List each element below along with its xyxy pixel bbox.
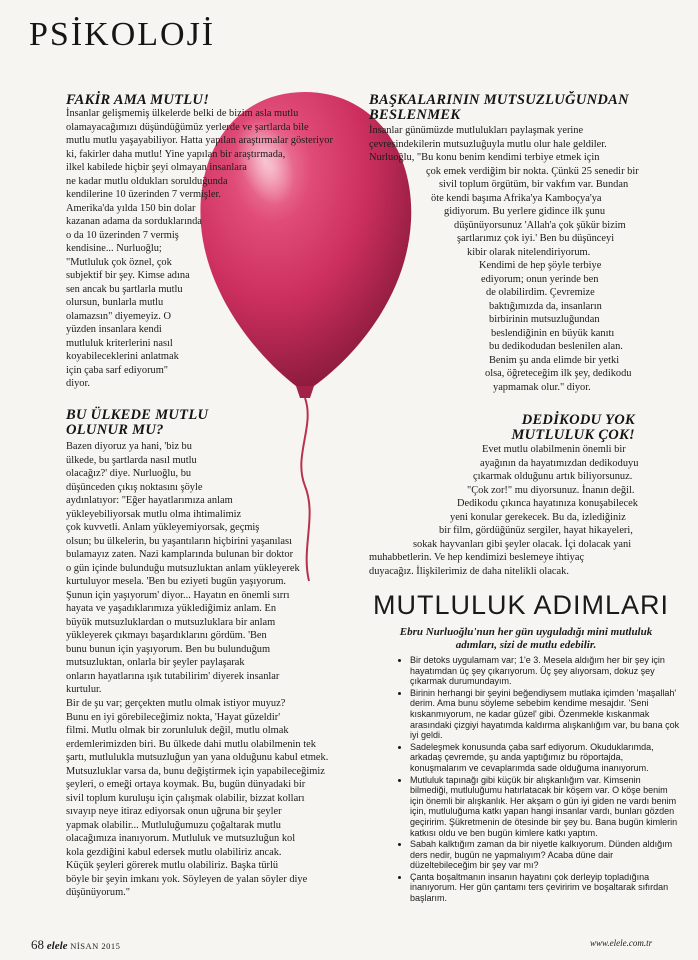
- text-line: aydınlatıyor: "Eğer hayatlarımıza anlam: [66, 495, 233, 506]
- heading-line: BESLENMEK: [369, 107, 461, 123]
- steps-title: MUTLULUK ADIMLARI: [373, 590, 670, 620]
- text-line: büyük mutsuzluklardan o mutsuzluklara bir anlam: [66, 616, 276, 628]
- text-line: Nurluoğlu, "Bu konu benim kendimi terbiye etmek için: [369, 152, 600, 163]
- left-para-2: [66, 440, 300, 697]
- text-line: muhabbetlerin. Ve hep kendimizi beslemeye ihtiyaç: [369, 552, 585, 563]
- text-line: çıkarmak olduğunu artık biliyorsunuz.: [473, 471, 633, 482]
- text-line: düşünceden çıkış noktasını şöyle: [66, 481, 203, 493]
- text-line: öte kendi başıma Afrika'ya Kamboçya'ya: [431, 192, 602, 204]
- step-item: • Mutluluk tapınağı gibi küçük bir alışkanlığım var. Kimsenin bilmediği, mutluluğumu hatırlatacak bir köşem var. O köşe benim için önemli bir alışkanlık. Her akşam o gün iyi giden ne vardı benim için, mutluluğuma katkı yapan hangi insanlar vardı, bunları gözden geçiririm. Şükretmenin de ötesinde bir şey bu. Bana bugün kimlerin katkısı oldu ve ben bugün kimlere katkı yaptım.: [410, 775, 680, 839]
- text-line: Kendimi de hep şöyle terbiye: [479, 260, 602, 271]
- heading-dedikodu-yok: [479, 413, 635, 443]
- text-line: sen ancak bu şartlarla mutlu: [66, 283, 183, 295]
- text-line: olamazsın" diyemeyiz. O: [66, 310, 171, 322]
- text-line: ne kadar mutlu oldukları sorulduğunda: [66, 175, 228, 187]
- text-line: bu dedikodudan beslenilen alan.: [489, 341, 623, 352]
- text-line: yükleyerek çıkmayı başardıklarını gördüm. 'Ben: [66, 630, 267, 641]
- magazine-name: elele: [46, 940, 68, 952]
- text-line: için çaba sarf ediyorum": [66, 364, 169, 376]
- footer-url: www.elele.com.tr: [590, 938, 653, 948]
- left-para-3: [66, 697, 328, 900]
- text-line: çok kuvvetli. Anlam yükleyemiyorsak, geçmiş: [66, 522, 260, 533]
- text-line: mutlu mutlu yaşayabiliyor. Hatta yapılan araştırmalar gösteriyor: [66, 135, 333, 146]
- heading-baskalarinin: [369, 93, 629, 123]
- heading-line: MUTLULUK ÇOK!: [511, 427, 635, 443]
- text-line: sokak hayvanları gibi şeyler olacak. İçi dolacak yani: [413, 538, 632, 550]
- heading-line: DEDİKODU YOK: [521, 412, 635, 428]
- text-line: şartı, mutlulukla mutsuzluğun yan yana olduğunu kabul etmek.: [66, 752, 329, 763]
- text-line: Küçük şeyleri görerek mutlu olabiliriz. Başka türlü: [66, 860, 279, 871]
- text-line: Bir de şu var; gerçekten mutlu olmak istiyor muyuz?: [66, 698, 286, 709]
- text-line: kurtuluyor mesela. 'Ben bu eziyeti bugün yaşıyorum.: [66, 576, 287, 587]
- text-line: olacağımıza inanıyorum. Mutluluk ve mutsuzluğun kol: [66, 833, 296, 844]
- section-title: PSİKOLOJİ: [29, 16, 216, 53]
- text-line: ediyorum; onun yerinde ben: [481, 273, 599, 285]
- issue-date: NİSAN 2015: [70, 941, 121, 951]
- text-line: birbirinin mutsuzluğundan: [489, 314, 600, 325]
- text-line: çevresindekilerin mutsuzluğuyla mutlu olur hale geldiler.: [369, 138, 607, 150]
- text-line: bulamayız zaten. Nazi kamplarında bulunan bir doktor: [66, 549, 294, 560]
- step-item: • Birinin herhangi bir şeyini beğendiysem mutlaka içimden 'maşallah' derim. Ama bunu söyleme sebebim kendime mesajdır. 'Seni kıskanmıyorum, ne kadar güzel' gibi. Özenmekle kıskanmak arasındaki çizgiyi hayatımda kaldırma alışkanlığım var, bu bana çok iyi geldi.: [410, 688, 680, 741]
- text-line: olsa, öğreteceğim ilk şey, dedikodu: [485, 368, 632, 379]
- text-line: Bunu en iyi görebileceğimiz nokta, 'Hayat güzeldir': [66, 711, 281, 723]
- text-line: ülkede, bu şartlarda nasıl mutlu: [66, 454, 197, 466]
- text-line: olursun, bunlarla mutlu: [66, 297, 164, 308]
- text-line: koyabileceklerini anlatmak: [66, 351, 179, 362]
- text-line: ilkel kabilede hiçbir şeyi olmayan insanlara: [66, 162, 247, 173]
- text-line: kurtulur.: [66, 684, 102, 695]
- text-line: yüzden insanlara kendi: [66, 324, 162, 335]
- text-line: olsun; bu ülkelerin, bu yaşantıların hiçbirini yaşanılası: [66, 535, 292, 547]
- heading-line: OLUNUR MU?: [66, 422, 164, 438]
- text-line: bir film, gördüğünüz sergiler, hayat hikayeleri,: [439, 525, 633, 536]
- heading-fakir-ama-mutlu: FAKİR AMA MUTLU!: [66, 92, 210, 108]
- text-line: ki, fakirler daha mutlu! Yine yapılan bir araştırmada,: [66, 148, 286, 160]
- text-line: kola gezdiğini kabul edersek mutlu olabiliriz ancak.: [66, 846, 282, 858]
- text-line: gidiyorum. Bu yerlere gidince ilk şunu: [444, 206, 606, 217]
- right-para-1: [369, 124, 639, 394]
- text-line: duyacağız. İlişkilerimiz de daha nitelikli olacak.: [369, 565, 569, 577]
- text-line: sıvayıp neye itiraz ediyorsak onun uğruna bir şeyler: [66, 806, 282, 817]
- right-para-2: [369, 443, 638, 578]
- text-line: kendilerine 10 üzerinden 7 vermişler.: [66, 189, 221, 200]
- text-line: subjektif bir şey. Kimse adına: [66, 270, 190, 281]
- text-line: Bazen diyoruz ya hani, 'biz bu: [66, 441, 192, 452]
- text-line: bunu bunun için yaşıyorum. Ben bu bulunduğum: [66, 643, 271, 655]
- step-item: • Sadeleşmek konusunda çaba sarf ediyorum. Okuduklarımda, arkadaş çevremde, şu anda yaptığımız bu röportajda, konuşmalarım ve cevaplarımda sade olduğuma inanıyorum.: [410, 742, 680, 774]
- text-line: mutluluk kriterlerini nasıl: [66, 337, 173, 349]
- text-line: onların hayatlarına ışık tutabilirim' diyerek insanlar: [66, 670, 280, 682]
- balloon-string: [301, 398, 309, 581]
- text-line: beslendiğinin en büyük kanıtı: [491, 327, 615, 339]
- text-line: diyor.: [66, 378, 90, 389]
- text-line: İnsanlar günümüzde mutlulukları paylaşmak yerine: [369, 125, 584, 136]
- text-line: çok emek verdiğim bir nokta. Çünkü 25 senedir bir: [426, 165, 639, 177]
- step-item: • Bir detoks uygulamam var; 1'e 3. Mesela aldığım her bir şey için hayatımdan üç şey çıkarıyorum. Üç şey alıyorsam, dokuz şey çıkarmak durumundayım.: [410, 655, 680, 687]
- text-line: sivil toplum örgütüm, bir vakfım var. Bundan: [439, 179, 629, 190]
- text-line: erdemlerimizden biri. Bu ülkede dahi mutlu olabilmenin tek: [66, 738, 316, 750]
- text-line: Amerika'da yılda 150 bin dolar: [66, 202, 196, 214]
- text-line: yapmak olabilir... Mutluluğumuzu çoğaltarak mutlu: [66, 819, 281, 831]
- text-line: düşünüyorum.": [66, 887, 130, 898]
- text-line: yapmamak olur." diyor.: [493, 381, 591, 393]
- text-line: olacağız?' diye. Nurluoğlu, bu: [66, 468, 192, 479]
- text-line: Mutsuzluklar varsa da, bunu değiştirmek için yapabileceğimiz: [66, 765, 325, 777]
- text-line: de olabilirdim. Çevremize: [486, 287, 595, 298]
- text-line: o da 10 üzerinden 7 vermiş: [66, 229, 179, 241]
- left-para-1: [66, 107, 333, 391]
- text-line: "Mutluluk çok öznel, çok: [66, 256, 172, 268]
- step-item: • Çanta boşaltmanın insanın hayatını çok derleyip topladığına inanıyorum. Her gün çantamı ters çeviririm ve boşaltarak sıfırdan başlarım.: [410, 872, 680, 904]
- text-line: Benim şu anda elimde bir yetki: [489, 354, 620, 366]
- text-line: böyle bir şeyin imkanı yok. Söyleyen de yalan söyler diye: [66, 873, 308, 885]
- text-line: kendisine... Nurluoğlu;: [66, 243, 162, 254]
- text-line: kazanan adama da sorduklarında: [66, 216, 202, 227]
- text-line: yeni konular gerekecek. Bu da, izlediğiniz: [450, 511, 626, 523]
- text-line: hayata ve yaşadıklarımıza yüklediğimiz anlam. En: [66, 603, 277, 614]
- text-line: "Çok zor!" mu diyorsunuz. İnanın değil.: [467, 484, 635, 496]
- text-line: o gün içinde bulunduğu mutsuzluktan anlam yükleyerek: [66, 562, 300, 574]
- text-line: Dedikodu çıkınca hayatınıza konuşabilecek: [457, 498, 638, 509]
- footer-left: [31, 937, 120, 953]
- heading-line: BU ÜLKEDE MUTLU: [66, 407, 209, 423]
- text-line: yükleyebiliyorsak mutlu olma ihtimalimiz: [66, 508, 242, 520]
- text-line: İnsanlar gelişmemiş ülkelerde belki de bizim asla mutlu: [66, 108, 299, 119]
- steps-intro: Ebru Nurluoğlu'nun her gün uyguladığı mini mutluluk adımları, sizi de mutlu edebilir.: [399, 626, 653, 651]
- text-line: mutsuzluktan, onlarla bir şeyler paylaşarak: [66, 657, 245, 668]
- heading-line: BAŞKALARININ MUTSUZLUĞUNDAN: [369, 92, 629, 108]
- text-line: şartlarımız çok iyi.' Ben bu düşünceyi: [457, 233, 615, 244]
- text-line: Evet mutlu olabilmenin önemli bir: [482, 444, 626, 455]
- text-line: ayağının da hayatımızdan dedikoduyu: [480, 457, 639, 469]
- text-line: baktığımızda da, insanların: [489, 300, 602, 312]
- text-line: filmi. Mutlu olmak bir zorunluluk değil, mutlu olmak: [66, 725, 289, 736]
- text-line: olamayacağımızı düşündüğümüz yerlerde ve şartlarda bile: [66, 121, 309, 133]
- text-line: şeyleri, o emeği ortaya koymak. Bu, bugün dünyadaki bir: [66, 779, 306, 790]
- heading-bu-ulkede-mutlu: [66, 408, 208, 438]
- text-line: kibir olarak nitelendiriyorum.: [467, 246, 591, 258]
- steps-list: [398, 655, 680, 905]
- page-number: 68: [31, 937, 44, 952]
- text-line: sivil toplum kuruluşu için çalışmak olabilir, bizzat kolları: [66, 792, 305, 804]
- text-line: düşünüyorsunuz 'Allah'a çok şükür bizim: [454, 219, 626, 231]
- step-item: • Sabah kalktığım zaman da bir niyetle kalkıyorum. Dünden aldığım ders nedir, bugün ne yapmalıyım? Acaba düne dair düzeltebileceğim bir şey var mı?: [410, 839, 680, 871]
- text-line: Şunun için yaşıyorum' diyor... Hayatın en önemli sırrı: [66, 589, 290, 601]
